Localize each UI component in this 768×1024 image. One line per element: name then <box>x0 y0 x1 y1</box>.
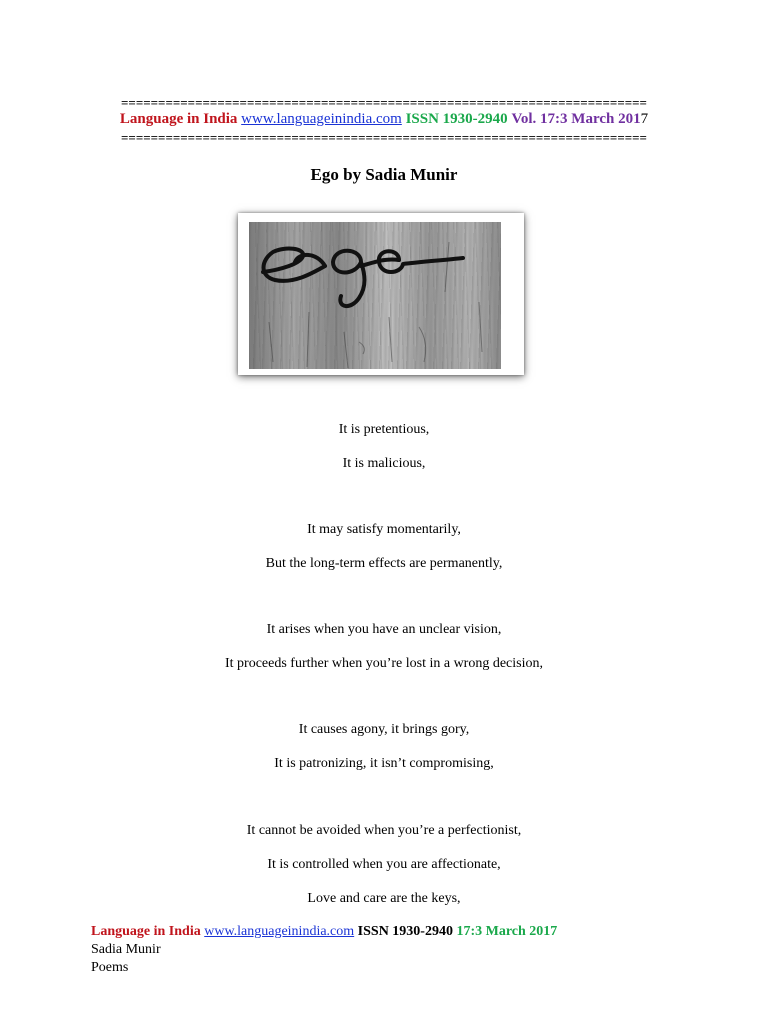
ego-image-frame <box>238 213 524 375</box>
poem-title: Ego by Sadia Munir <box>310 165 458 184</box>
poem-line: But the long-term effects are permanently, <box>265 556 503 571</box>
footer-journal-link[interactable]: www.languageinindia.com <box>204 924 355 939</box>
volume-last-digit: 7 <box>640 111 649 127</box>
footer-issue: 17:3 March 2017 <box>456 924 558 939</box>
poem-line: It may satisfy momentarily, <box>307 522 461 537</box>
poem-line: It cannot be avoided when you’re a perfectionist, <box>246 823 522 838</box>
volume-label: Vol. 17:3 March 201 <box>511 111 641 127</box>
footer-author: Sadia Munir <box>91 942 161 957</box>
poem-line: It proceeds further when you’re lost in a wrong decision, <box>224 656 543 671</box>
issn-label: ISSN 1930-2940 <box>405 111 508 127</box>
poem-line: It is pretentious, <box>338 422 430 437</box>
poem-line: It is malicious, <box>342 456 426 471</box>
journal-header <box>0 109 768 129</box>
ego-artwork-icon <box>249 222 501 369</box>
journal-link[interactable]: www.languageinindia.com <box>241 111 402 127</box>
poem-line: It causes agony, it brings gory, <box>298 722 470 737</box>
poem-line: It arises when you have an unclear vision, <box>266 622 502 637</box>
journal-name: Language in India <box>119 111 238 127</box>
header-rule-bottom: ======================================================================= <box>121 131 647 144</box>
footer-journal-name: Language in India <box>91 924 201 939</box>
poem-line: It is patronizing, it isn’t compromising, <box>274 756 494 771</box>
header-rule-top: ======================================================================= <box>121 96 647 109</box>
footer-issn: ISSN 1930-2940 <box>357 924 453 939</box>
footer-category: Poems <box>91 960 129 975</box>
footer-journal-line <box>91 923 557 941</box>
poem-line: It is controlled when you are affectionate, <box>267 857 501 872</box>
poem-line: Love and care are the keys, <box>307 891 461 906</box>
ego-script-icon <box>249 222 501 369</box>
